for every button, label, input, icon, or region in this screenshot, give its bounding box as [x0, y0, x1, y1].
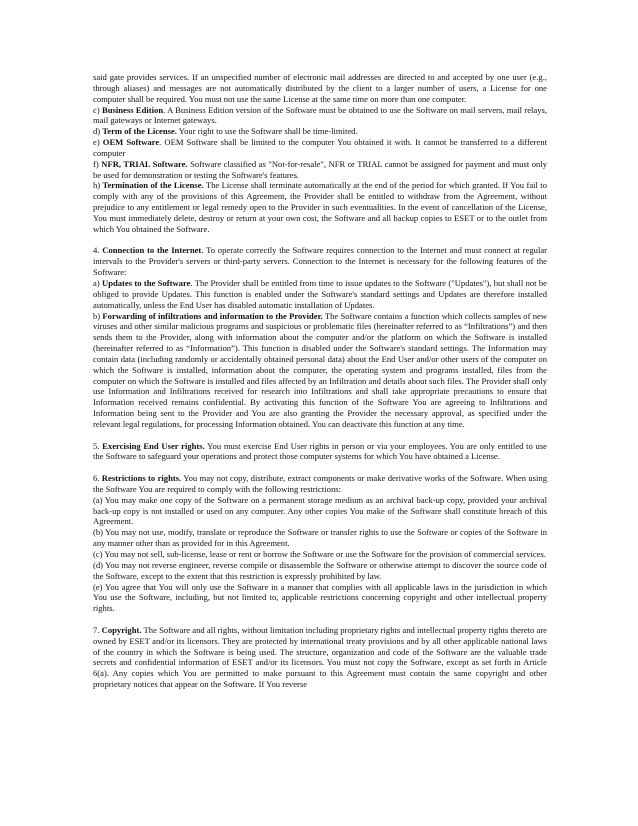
body-text: c) [93, 104, 103, 115]
paragraph [93, 159, 547, 181]
body-text: said gate provides services. If an unspecified number of electronic mail addresses are directed to and accepted by one user (e.g., through aliases) and messages are not automatically distributed by the client to a larger number of users, a License for one computer shall be required. You must not use the same License at the same time on more than one computer. [93, 72, 547, 104]
body-text: 5. [93, 440, 103, 451]
bold-heading-text: Term of the License. [102, 126, 177, 137]
paragraph [93, 311, 547, 430]
body-text: 4. [93, 245, 103, 256]
body-text: (c) You may not sell, sub-license, lease or rent or borrow the Software or use the Software for the provision of commercial services. [93, 548, 546, 559]
body-text: Your right to use the Software shall be time-limited. [176, 126, 358, 137]
body-text: h) [93, 180, 103, 191]
paragraph [93, 105, 547, 127]
paragraph [93, 473, 547, 495]
body-text: The Software contains a function which collects samples of new viruses and other similar malicious programs and suspicious or problematic files (hereinafter referred to as “Infiltrations”) and then sends them to the Provider, along with information about the computer and/or the platform on which the Software is installed (hereinafter referred to as “Information”). This function is disabled under the Software's standard settings. The Information may contain data (including randomly or accidentally obtained personal data) about the End User and/or other users of the computer on which the Software is installed, information about the computer, the operating system and programs installed, files from the computer on which the Software is installed and files affected by an Infiltration and details about such files. The Provider shall only use Information and Infiltrations received for research into Infiltrations and shall take appropriate precautions to ensure that Information received remains confidential. By activating this function of the Software You are agreeing to Infiltrations and Information being sent to the Provider and You are also granting the Provider the necessary approval, as specified under the relevant legal regulations, for processing Information obtained. You can deactivate this function at any time. [93, 310, 548, 429]
body-text: 7. [93, 624, 102, 635]
bold-heading-text: Copyright. [101, 624, 142, 635]
paragraph [93, 560, 547, 582]
bold-heading-text: Exercising End User rights. [102, 440, 205, 451]
paragraph [93, 625, 547, 690]
bold-heading-text: NFR, TRIAL Software. [101, 158, 188, 169]
paragraph [93, 495, 547, 528]
body-text: . A Business Edition version of the Software must be obtained to use the Software on mail servers, mail relays, mail gateways or Internet gateways. [93, 104, 547, 126]
bold-heading-text: Forwarding of infiltrations and information to the Provider. [102, 310, 323, 321]
body-text: The Software and all rights, without limitation including proprietary rights and intellectual property rights thereto are owned by ESET and/or its licensors. They are protected by international treaty provisions and by all other applicable national laws of the country in which the Software is being used. The structure, organization and code of the Software are the valuable trade secrets and confidential information of ESET and/or its licensors. You must not copy the Software, except as set forth in Article 6(a). Any copies which You are permitted to make pursuant to this Agreement must contain the same copyright and other proprietary notices that appear on the Software. If You reverse [93, 624, 548, 690]
paragraph [93, 441, 547, 463]
bold-heading-text: Termination of the License. [102, 180, 204, 191]
bold-heading-text: Business Edition [102, 104, 164, 115]
paragraph [93, 245, 547, 278]
paragraph [93, 278, 547, 311]
paragraph [93, 527, 547, 549]
body-text: (a) You may make one copy of the Software on a permanent storage medium as an archival back-up copy, provided your archival back-up copy is not installed or used on any computer. Any other copies You make of the Software shall constitute breach of this Agreement. [93, 494, 547, 527]
section-block [93, 441, 547, 463]
paragraph [93, 126, 547, 137]
paragraph [93, 180, 547, 234]
bold-heading-text: Updates to the Software [102, 277, 191, 288]
body-text: Software classified as "Not-for-resale", NFR or TRIAL cannot be assigned for payment and must only be used for demonstration or testing the Software's features. [93, 158, 548, 180]
body-text: (d) You may not reverse engineer, reverse compile or disassemble the Software or otherwise attempt to discover the source code of the Software, except to the extent that this restriction is expressly prohibited by law. [93, 559, 547, 581]
body-text: (e) You agree that You will only use the Software in a manner that complies with all applicable laws in the jurisdiction in which You use the Software, including, but not limited to, applicable restrictions concerning copyright and other intellectual property rights. [93, 581, 547, 614]
section-block [93, 245, 547, 429]
section-gap [93, 235, 547, 246]
section-block [93, 473, 547, 614]
bold-heading-text: Connection to the Internet [102, 245, 202, 256]
body-text: . OEM Software shall be limited to the computer You obtained it with. It cannot be transferred to a different computer [93, 137, 548, 158]
body-text: b) [93, 310, 103, 321]
body-text: . To operate correctly the Software requires connection to the Internet and must connect at regular intervals to the Provider's servers or third-party servers. Connection to the Internet is necessary for the following features of the Software: [93, 245, 548, 278]
section-block [93, 72, 547, 235]
body-text: 6. [93, 473, 102, 484]
section-gap [93, 614, 547, 625]
body-text: You may not copy, distribute, extract components or make derivative works of the Software. When using the Software You are required to comply with the following restrictions: [93, 473, 547, 494]
section-gap [93, 462, 547, 473]
bold-heading-text: OEM Software [102, 137, 160, 148]
body-text: f) [93, 158, 102, 169]
body-text: a) [93, 277, 102, 288]
body-text: The License shall terminate automatically at the end of the period for which granted. If You fail to comply with any of the provisions of this Agreement, the Provider shall be entitled to withdraw from the Agreement, without prejudice to any entitlement or legal remedy open to the Provider in such eventualities. In the event of cancellation of the License, You must immediately delete, destroy or return at your own cost, the Software and all backup copies to ESET or to the outlet from which You obtained the Software. [93, 180, 547, 234]
body-text: (b) You may not use, modify, translate or reproduce the Software or transfer rights to use the Software or copies of the Software in any manner other than as provided for in this Agreement. [93, 527, 547, 549]
paragraph [93, 72, 547, 105]
body-text: . The Provider shall be entitled from time to issue updates to the Software ("Updates"), but shall not be obliged to provide Updates. This function is enabled under the Software's standard settings and Updates are therefore installed automatically, unless the End User has disabled automatic installation of Updates. [93, 277, 547, 310]
body-text: You must exercise End User rights in person or via your employees. You are only entitled to use the Software to safeguard your operations and protect those computer systems for which You have obtained a License. [93, 440, 547, 462]
paragraph [93, 137, 547, 159]
section-block [93, 625, 547, 690]
paragraph [93, 549, 547, 560]
section-gap [93, 430, 547, 441]
paragraph [93, 582, 547, 615]
body-text: e) [93, 137, 103, 148]
body-text: d) [93, 126, 103, 137]
bold-heading-text: Restrictions to rights. [101, 473, 182, 484]
